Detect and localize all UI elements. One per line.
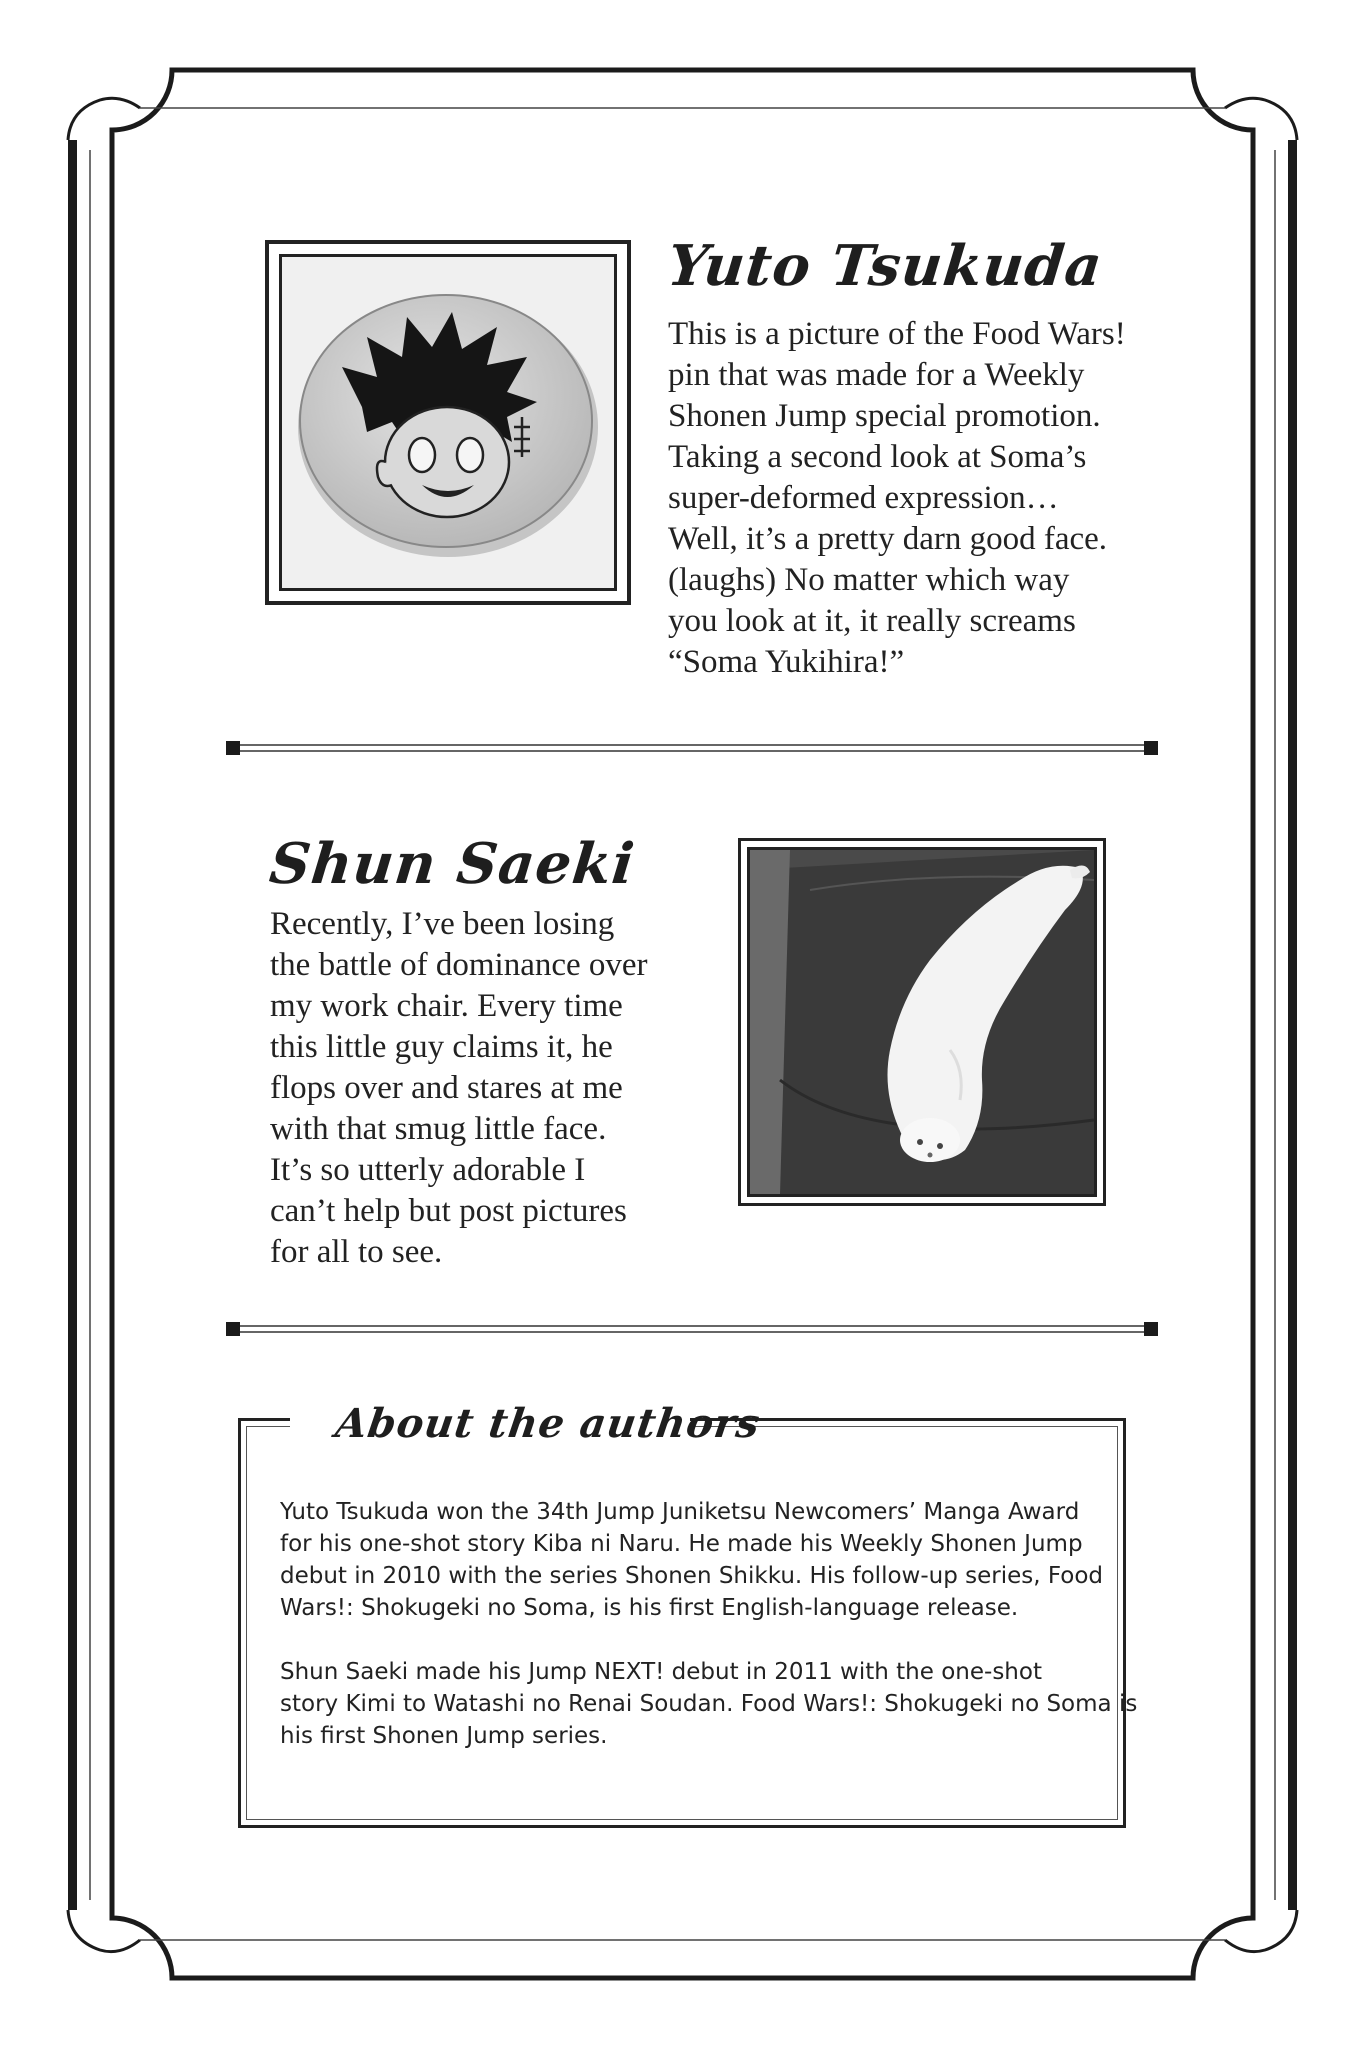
about-authors-title: About the authors — [332, 1400, 764, 1447]
about-line: for his one-shot story Kiba ni Naru. He made his Weekly Shonen Jump — [280, 1531, 1083, 1557]
tsukuda-comment-line: This is a picture of the Food Wars! — [668, 316, 1126, 352]
saeki-comment-line: my work chair. Every time — [270, 988, 623, 1024]
saeki-name: Shun Saeki — [266, 831, 638, 897]
tsukuda-comment-line: pin that was made for a Weekly — [668, 357, 1085, 393]
about-paragraph-saeki — [280, 1656, 1138, 1752]
saeki-comment-line: It’s so utterly adorable I — [270, 1152, 586, 1188]
about-line: story Kimi to Watashi no Renai Soudan. Food Wars!: Shokugeki no Soma is — [280, 1691, 1138, 1717]
divider-top — [226, 741, 1158, 755]
tsukuda-comment-line: Taking a second look at Soma’s — [668, 439, 1087, 475]
tsukuda-comment-line: Shonen Jump special promotion. — [668, 398, 1101, 434]
saeki-comment-line: the battle of dominance over — [270, 947, 648, 983]
saeki-comment — [270, 904, 648, 1273]
saeki-comment-line: with that smug little face. — [270, 1111, 607, 1147]
saeki-comment-line: Recently, I’ve been losing — [270, 906, 615, 942]
about-authors-text — [280, 1496, 1138, 1784]
saeki-comment-line: flops over and stares at me — [270, 1070, 623, 1106]
saeki-comment-line: this little guy claims it, he — [270, 1029, 613, 1065]
cat-on-chair-photo — [750, 850, 1094, 1194]
soma-pin-photo — [282, 257, 614, 588]
about-line: his first Shonen Jump series. — [280, 1723, 608, 1749]
tsukuda-comment — [668, 314, 1126, 683]
saeki-comment-line: for all to see. — [270, 1234, 443, 1270]
tsukuda-comment-line: (laughs) No matter which way — [668, 562, 1070, 598]
about-line: Yuto Tsukuda won the 34th Jump Juniketsu Newcomers’ Manga Award — [280, 1499, 1080, 1525]
tsukuda-comment-line: super-deformed expression… — [668, 480, 1059, 516]
tsukuda-comment-line: you look at it, it really screams — [668, 603, 1076, 639]
tsukuda-comment-line: Well, it’s a pretty darn good face. — [668, 521, 1108, 557]
tsukuda-comment-line: “Soma Yukihira!” — [668, 644, 905, 680]
tsukuda-name: Yuto Tsukuda — [664, 233, 1106, 299]
about-line: Wars!: Shokugeki no Soma, is his first English-language release. — [280, 1595, 1019, 1621]
about-paragraph-tsukuda — [280, 1496, 1104, 1624]
saeki-photo-frame — [738, 838, 1106, 1206]
saeki-comment-line: can’t help but post pictures — [270, 1193, 627, 1229]
about-line: debut in 2010 with the series Shonen Shikku. His follow-up series, Food — [280, 1563, 1104, 1589]
divider-bottom — [226, 1322, 1158, 1336]
tsukuda-photo-frame — [265, 240, 631, 605]
about-line: Shun Saeki made his Jump NEXT! debut in 2011 with the one-shot — [280, 1659, 1042, 1685]
